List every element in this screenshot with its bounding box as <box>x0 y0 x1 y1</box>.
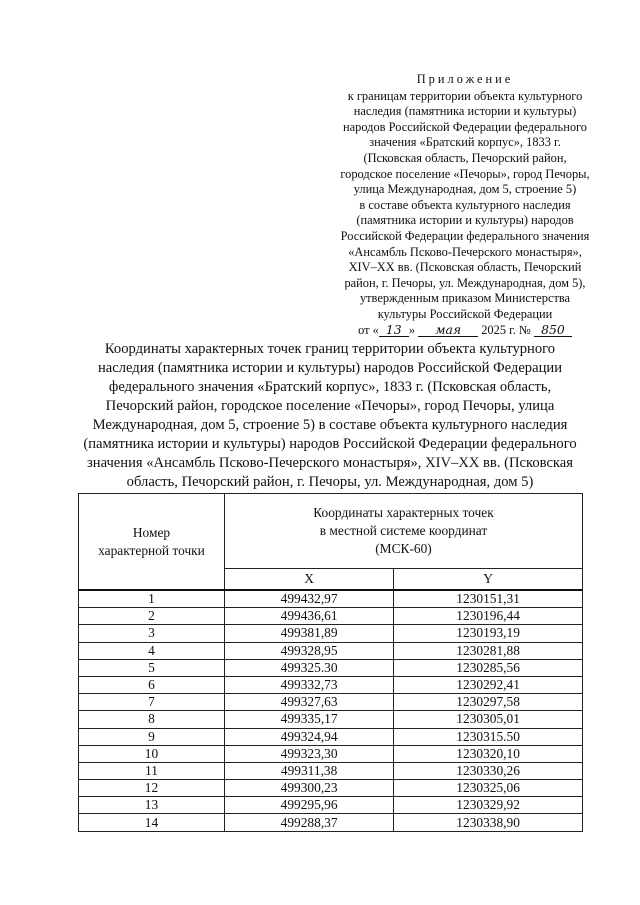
point-number-header <box>79 494 225 591</box>
table-row <box>79 676 583 693</box>
appendix-line: утвержденным приказом Министерства <box>359 291 571 306</box>
appendix-line: значения «Братский корпус», 1833 г. <box>369 135 561 150</box>
appendix-line: улица Международная, дом 5, строение 5) <box>353 182 577 197</box>
y-cell: 1230151,31 <box>394 590 583 608</box>
appendix-line: народов Российской Федерации федерального <box>343 119 587 134</box>
table-row <box>79 590 583 608</box>
appendix-line: к границам территории объекта культурного <box>347 88 583 103</box>
table-row <box>79 745 583 762</box>
appendix-line: (Псковская область, Печорский район, <box>363 150 567 165</box>
appendix-block <box>310 72 620 338</box>
table-row <box>79 659 583 676</box>
appendix-heading: Приложение <box>416 72 514 86</box>
x-cell: 499323,30 <box>225 745 394 762</box>
y-column-header: Y <box>394 569 583 591</box>
order-number-handwritten: 850 <box>534 323 572 337</box>
order-year-text: 2025 г. № <box>481 322 531 337</box>
point-number-cell: 9 <box>79 728 225 745</box>
coordinates-table-body <box>79 590 583 831</box>
point-number-cell: 5 <box>79 659 225 676</box>
coordinates-table <box>78 493 583 832</box>
point-number-header-line: характерной точки <box>98 542 205 558</box>
order-quote-close: » <box>408 322 416 337</box>
order-date-line <box>310 323 620 339</box>
title-line: (памятника истории и культуры) народов Российской Федерации федерального <box>83 436 577 452</box>
order-month-handwritten: мая <box>418 323 478 337</box>
x-cell: 499328,95 <box>225 642 394 659</box>
y-cell: 1230315.50 <box>394 728 583 745</box>
y-cell: 1230193,19 <box>394 625 583 642</box>
title-line: Международная, дом 5, строение 5) в составе объекта культурного наследия <box>92 417 568 433</box>
appendix-line: XIV–XX вв. (Псковская область, Печорский <box>348 260 582 275</box>
title-line: федерального значения «Братский корпус», 1833 г. (Псковская область, <box>108 379 552 395</box>
appendix-line: Российской Федерации федерального значения <box>340 228 590 243</box>
y-cell: 1230196,44 <box>394 608 583 625</box>
table-row <box>79 625 583 642</box>
x-cell: 499311,38 <box>225 762 394 779</box>
x-cell: 499436,61 <box>225 608 394 625</box>
table-row <box>79 728 583 745</box>
title-line: Печорский район, городское поселение «Печоры», город Печоры, улица <box>105 398 555 414</box>
table-row <box>79 797 583 814</box>
point-number-cell: 1 <box>79 590 225 608</box>
point-number-cell: 2 <box>79 608 225 625</box>
appendix-line: культуры Российской Федерации <box>377 306 553 321</box>
x-cell: 499324,94 <box>225 728 394 745</box>
appendix-line: наследия (памятника истории и культуры) <box>353 104 577 119</box>
point-number-cell: 8 <box>79 711 225 728</box>
table-row <box>79 814 583 831</box>
appendix-line: (памятника истории и культуры) народов <box>356 213 574 228</box>
title-line: область, Печорский район, г. Печоры, ул. Международная, дом 5) <box>126 474 534 490</box>
y-cell: 1230297,58 <box>394 694 583 711</box>
coordinates-header-line: Координаты характерных точек <box>313 505 494 520</box>
x-cell: 499335,17 <box>225 711 394 728</box>
appendix-line: в составе объекта культурного наследия <box>359 197 571 212</box>
point-number-cell: 11 <box>79 762 225 779</box>
y-cell: 1230281,88 <box>394 642 583 659</box>
x-cell: 499300,23 <box>225 780 394 797</box>
point-number-cell: 14 <box>79 814 225 831</box>
appendix-line: городское поселение «Печоры», город Печоры, <box>340 166 590 181</box>
coordinates-header-line: в местной системе координат <box>319 523 488 538</box>
table-row <box>79 608 583 625</box>
table-row <box>79 711 583 728</box>
point-number-cell: 7 <box>79 694 225 711</box>
order-day-handwritten: 13 <box>379 323 409 337</box>
y-cell: 1230329,92 <box>394 797 583 814</box>
point-number-cell: 4 <box>79 642 225 659</box>
appendix-line: «Ансамбль Псково-Печерского монастыря», <box>348 244 582 259</box>
x-cell: 499327,63 <box>225 694 394 711</box>
y-cell: 1230320,10 <box>394 745 583 762</box>
table-row <box>79 762 583 779</box>
document-title <box>60 340 600 492</box>
table-row <box>79 642 583 659</box>
point-number-cell: 10 <box>79 745 225 762</box>
coordinates-header <box>225 494 583 569</box>
x-cell: 499432,97 <box>225 590 394 608</box>
x-cell: 499325.30 <box>225 659 394 676</box>
point-number-cell: 3 <box>79 625 225 642</box>
title-line: Координаты характерных точек границ территории объекта культурного <box>104 341 556 357</box>
point-number-cell: 13 <box>79 797 225 814</box>
title-line: наследия (памятника истории и культуры) народов Российской Федерации <box>97 360 563 376</box>
x-cell: 499381,89 <box>225 625 394 642</box>
x-column-header: X <box>225 569 394 591</box>
point-number-header-line: Номер <box>132 524 171 540</box>
coordinates-header-line: (МСК-60) <box>375 541 432 556</box>
title-line: значения «Ансамбль Псково-Печерского монастыря», XIV–XX вв. (Псковская <box>87 455 573 471</box>
table-row <box>79 694 583 711</box>
y-cell: 1230285,56 <box>394 659 583 676</box>
table-row <box>79 780 583 797</box>
y-cell: 1230325,06 <box>394 780 583 797</box>
appendix-line: район, г. Печоры, ул. Международная, дом 5), <box>344 275 586 290</box>
y-cell: 1230292,41 <box>394 676 583 693</box>
x-cell: 499332,73 <box>225 676 394 693</box>
x-cell: 499295,96 <box>225 797 394 814</box>
y-cell: 1230338,90 <box>394 814 583 831</box>
y-cell: 1230330,26 <box>394 762 583 779</box>
x-cell: 499288,37 <box>225 814 394 831</box>
point-number-cell: 6 <box>79 676 225 693</box>
point-number-cell: 12 <box>79 780 225 797</box>
order-prefix: от « <box>358 322 379 337</box>
y-cell: 1230305,01 <box>394 711 583 728</box>
